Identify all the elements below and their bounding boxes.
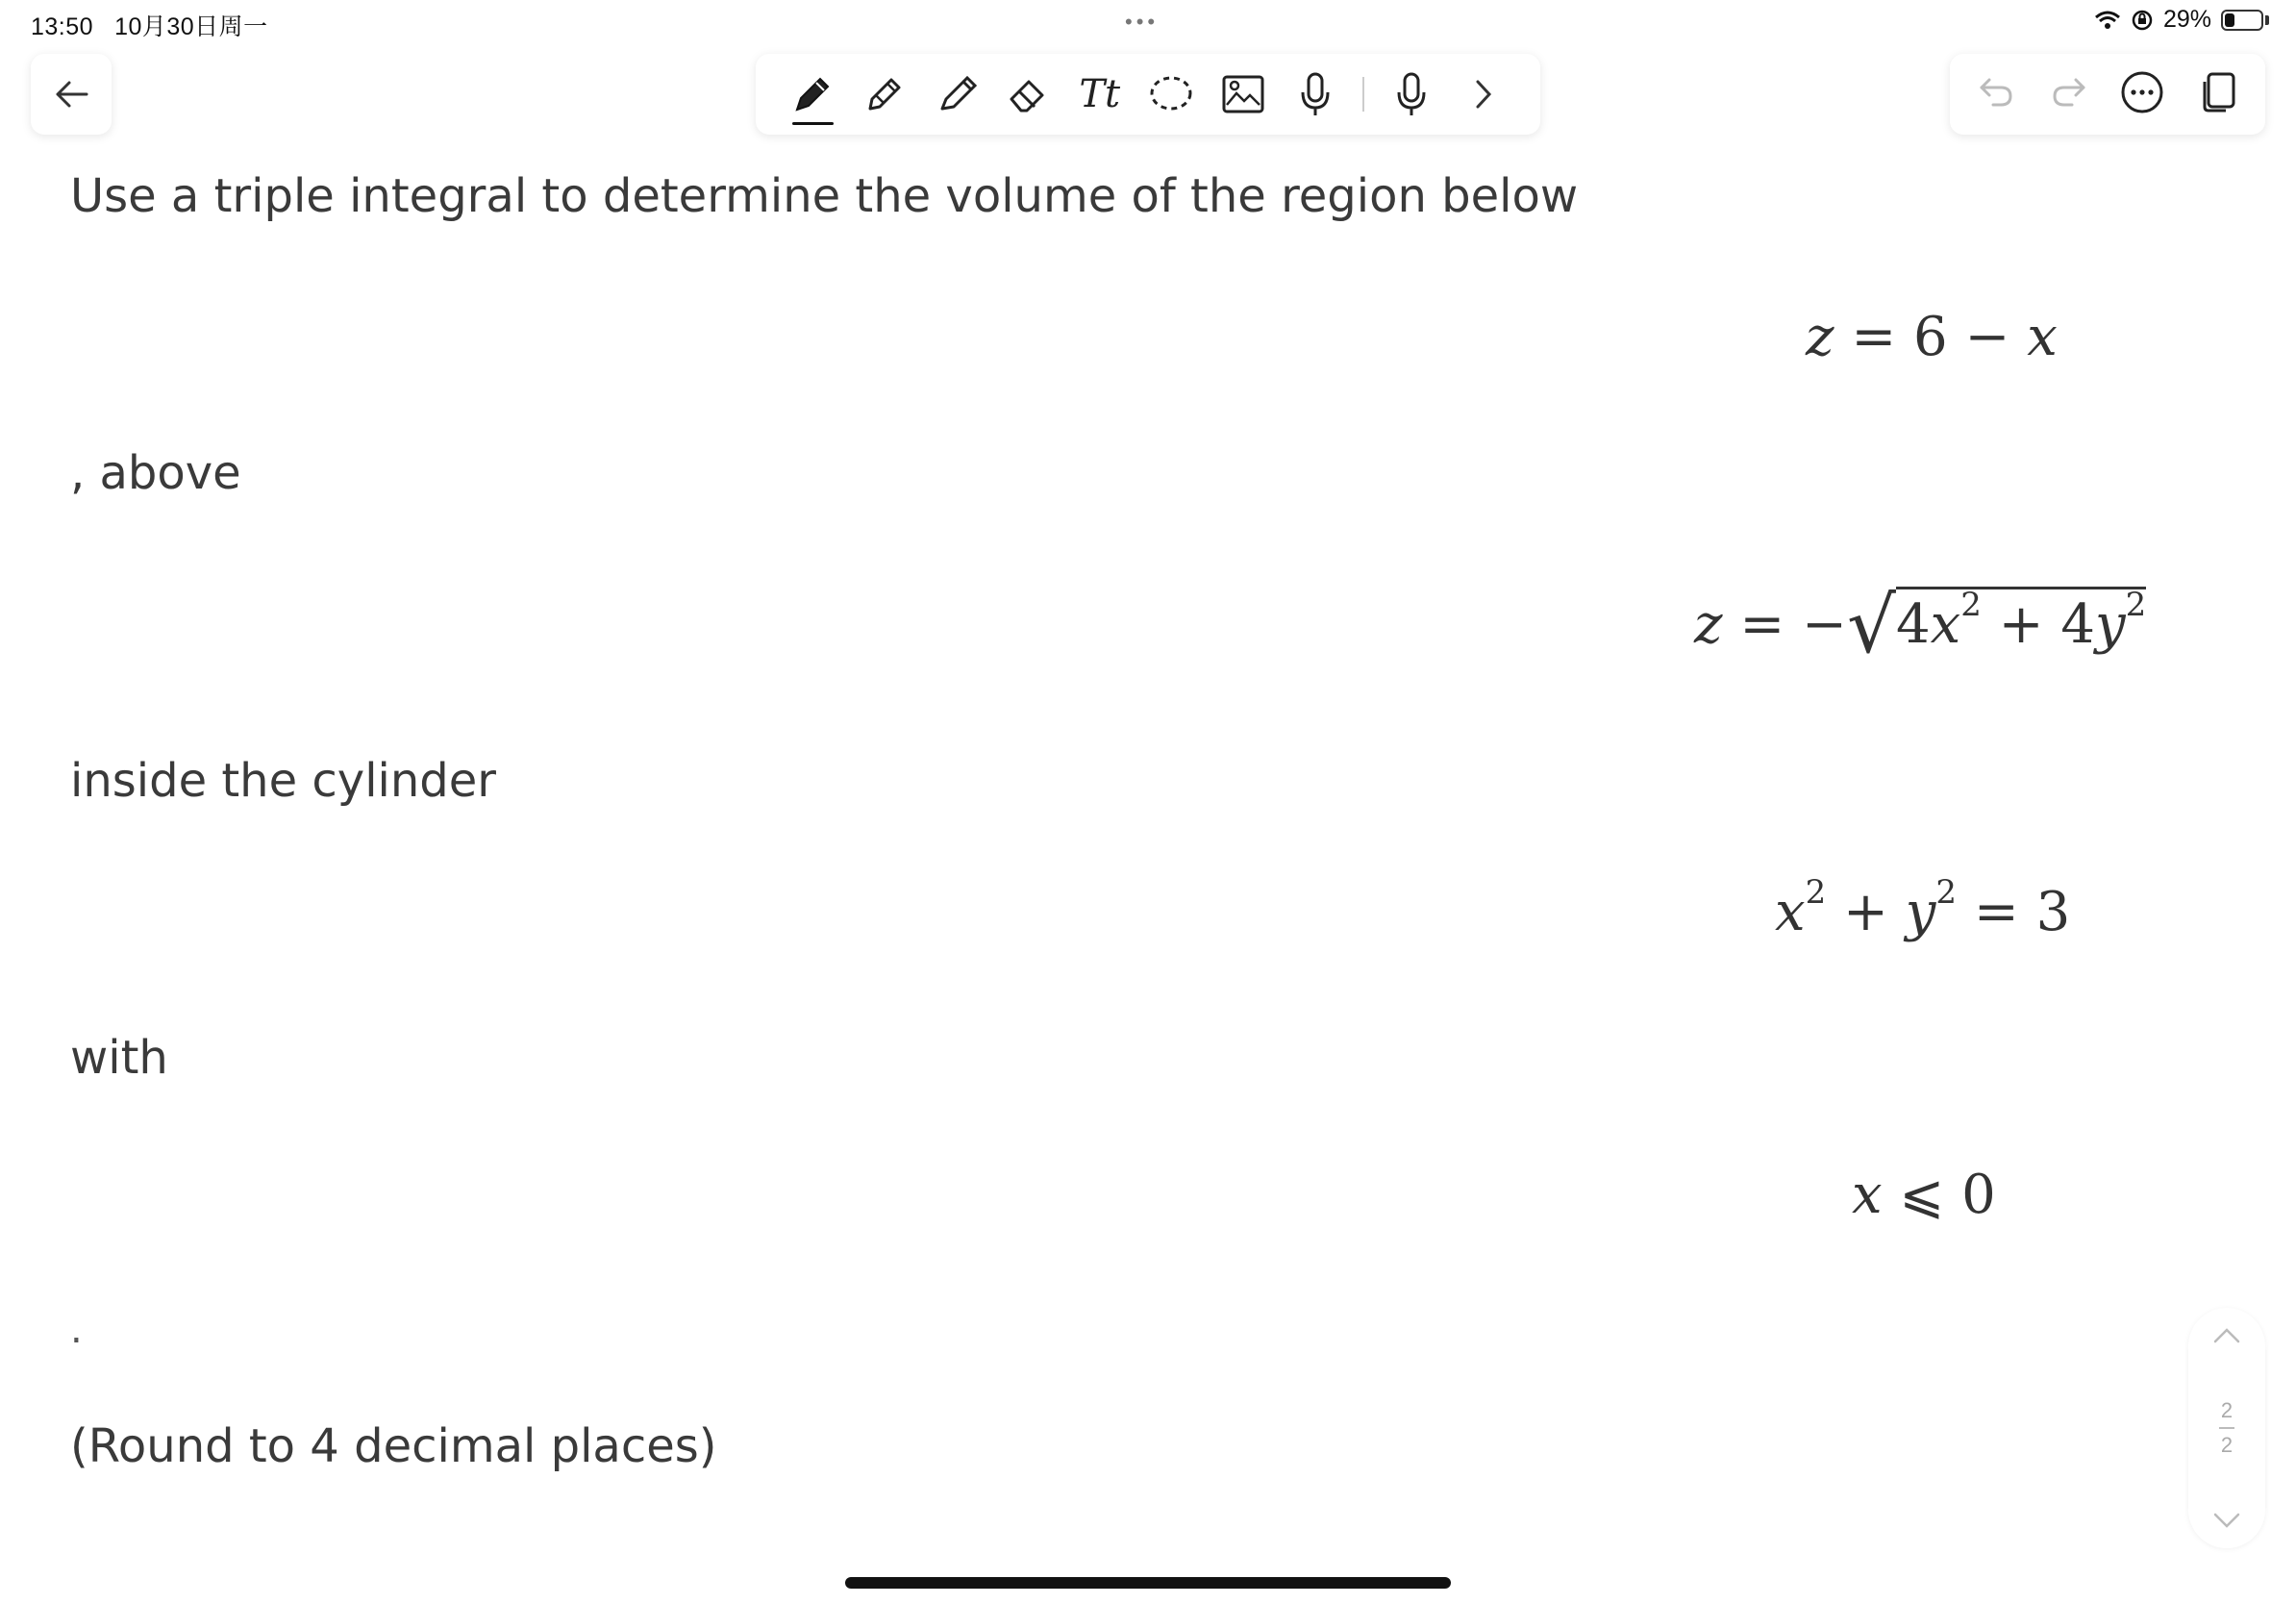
arrow-left-icon bbox=[54, 80, 88, 109]
eq2-lhs: z bbox=[1694, 593, 1723, 656]
undo-button[interactable] bbox=[1978, 76, 2016, 113]
page-divider bbox=[2219, 1427, 2234, 1429]
eq1-rhs: = 6 − bbox=[1851, 306, 2028, 368]
radicand-y: y bbox=[2094, 593, 2126, 656]
chevron-right-icon bbox=[1473, 78, 1494, 111]
redo-button[interactable] bbox=[2049, 76, 2087, 113]
highlighter-tool[interactable] bbox=[920, 58, 992, 131]
page-indicator bbox=[2219, 1398, 2234, 1458]
page-navigator bbox=[2188, 1308, 2265, 1548]
equation-upper-surface bbox=[1806, 306, 2058, 368]
period-mark: . bbox=[70, 1308, 83, 1352]
pages-copy-icon bbox=[2197, 70, 2237, 114]
back-button[interactable] bbox=[31, 54, 112, 135]
current-page: 2 bbox=[2220, 1398, 2234, 1422]
wifi-icon bbox=[2094, 10, 2121, 31]
battery-percent: 29% bbox=[2162, 6, 2211, 33]
pencil-tool[interactable] bbox=[849, 58, 921, 131]
pencil-icon bbox=[862, 72, 907, 116]
eq4-rhs: ⩽ 0 bbox=[1882, 1164, 1996, 1226]
battery-icon bbox=[2221, 10, 2263, 31]
radicand-coef: 4 bbox=[1895, 593, 1931, 656]
battery-fill bbox=[2225, 13, 2234, 27]
problem-intro: Use a triple integral to determine the volume of the region below bbox=[70, 169, 1579, 223]
eq4-var: x bbox=[1852, 1164, 1883, 1226]
sqrt-radicand bbox=[1896, 587, 2146, 656]
redo-icon bbox=[2049, 76, 2087, 109]
equation-cylinder bbox=[1775, 873, 2071, 943]
undo-icon bbox=[1978, 76, 2016, 109]
text-inside-cylinder: inside the cylinder bbox=[70, 754, 497, 808]
image-icon bbox=[1221, 74, 1265, 114]
orientation-lock-icon bbox=[2131, 9, 2154, 32]
battery-cap bbox=[2265, 15, 2269, 25]
eq3-plus: + bbox=[1826, 881, 1906, 943]
toolbar-divider bbox=[1362, 77, 1364, 112]
equation-condition bbox=[1852, 1164, 1996, 1226]
right-toolbar bbox=[1950, 54, 2265, 135]
more-options-button[interactable] bbox=[2120, 70, 2164, 119]
chevron-up-icon[interactable] bbox=[2212, 1325, 2241, 1344]
home-indicator[interactable] bbox=[845, 1577, 1451, 1589]
image-tool[interactable] bbox=[1208, 58, 1280, 131]
lasso-icon bbox=[1147, 72, 1195, 116]
radicand-x: x bbox=[1930, 593, 1961, 656]
equation-lower-surface bbox=[1694, 581, 2146, 670]
pen-tool[interactable] bbox=[777, 58, 849, 131]
highlighter-icon bbox=[935, 72, 979, 116]
rounding-instruction: (Round to 4 decimal places) bbox=[70, 1419, 717, 1473]
total-pages: 2 bbox=[2220, 1433, 2234, 1457]
eq2-eq: = − bbox=[1722, 593, 1847, 656]
exp-y: 2 bbox=[2125, 586, 2147, 624]
status-bar-left bbox=[31, 8, 289, 42]
radicand-plus: + 4 bbox=[1981, 593, 2095, 656]
microphone-tool[interactable] bbox=[1279, 58, 1351, 131]
status-time: 13:50 bbox=[31, 13, 94, 40]
eq3-exp-x: 2 bbox=[1805, 873, 1827, 912]
ellipsis-circle-icon bbox=[2120, 70, 2164, 114]
eq3-exp-y: 2 bbox=[1935, 873, 1958, 912]
chevron-down-icon[interactable] bbox=[2212, 1512, 2241, 1531]
text-tool[interactable] bbox=[1063, 58, 1136, 131]
eq3-rhs: = 3 bbox=[1957, 881, 2071, 943]
status-bar-right bbox=[2094, 6, 2269, 34]
eq3-x: x bbox=[1775, 881, 1806, 943]
pages-button[interactable] bbox=[2197, 70, 2237, 119]
eq3-y: y bbox=[1905, 881, 1936, 943]
microphone-icon bbox=[1299, 71, 1332, 117]
multitask-dots[interactable]: ••• bbox=[1125, 10, 1160, 34]
drawing-toolbar bbox=[756, 54, 1540, 135]
text-with: with bbox=[70, 1031, 168, 1085]
text-above: , above bbox=[70, 446, 241, 500]
eq1-var: x bbox=[2027, 306, 2058, 368]
sqrt-sign: √ bbox=[1846, 581, 1896, 670]
more-tools-button[interactable] bbox=[1447, 58, 1519, 131]
exp-x: 2 bbox=[1960, 586, 1982, 624]
eraser-icon bbox=[1006, 72, 1050, 116]
lasso-tool[interactable] bbox=[1136, 58, 1208, 131]
eraser-tool[interactable] bbox=[992, 58, 1064, 131]
pen-icon bbox=[789, 71, 836, 117]
status-date: 10月30日周一 bbox=[114, 13, 268, 40]
eq1-lhs: z bbox=[1806, 306, 1834, 368]
microphone-icon-2 bbox=[1395, 71, 1428, 117]
microphone-tool-2[interactable] bbox=[1376, 58, 1448, 131]
text-tool-icon: Tt bbox=[1079, 72, 1121, 116]
